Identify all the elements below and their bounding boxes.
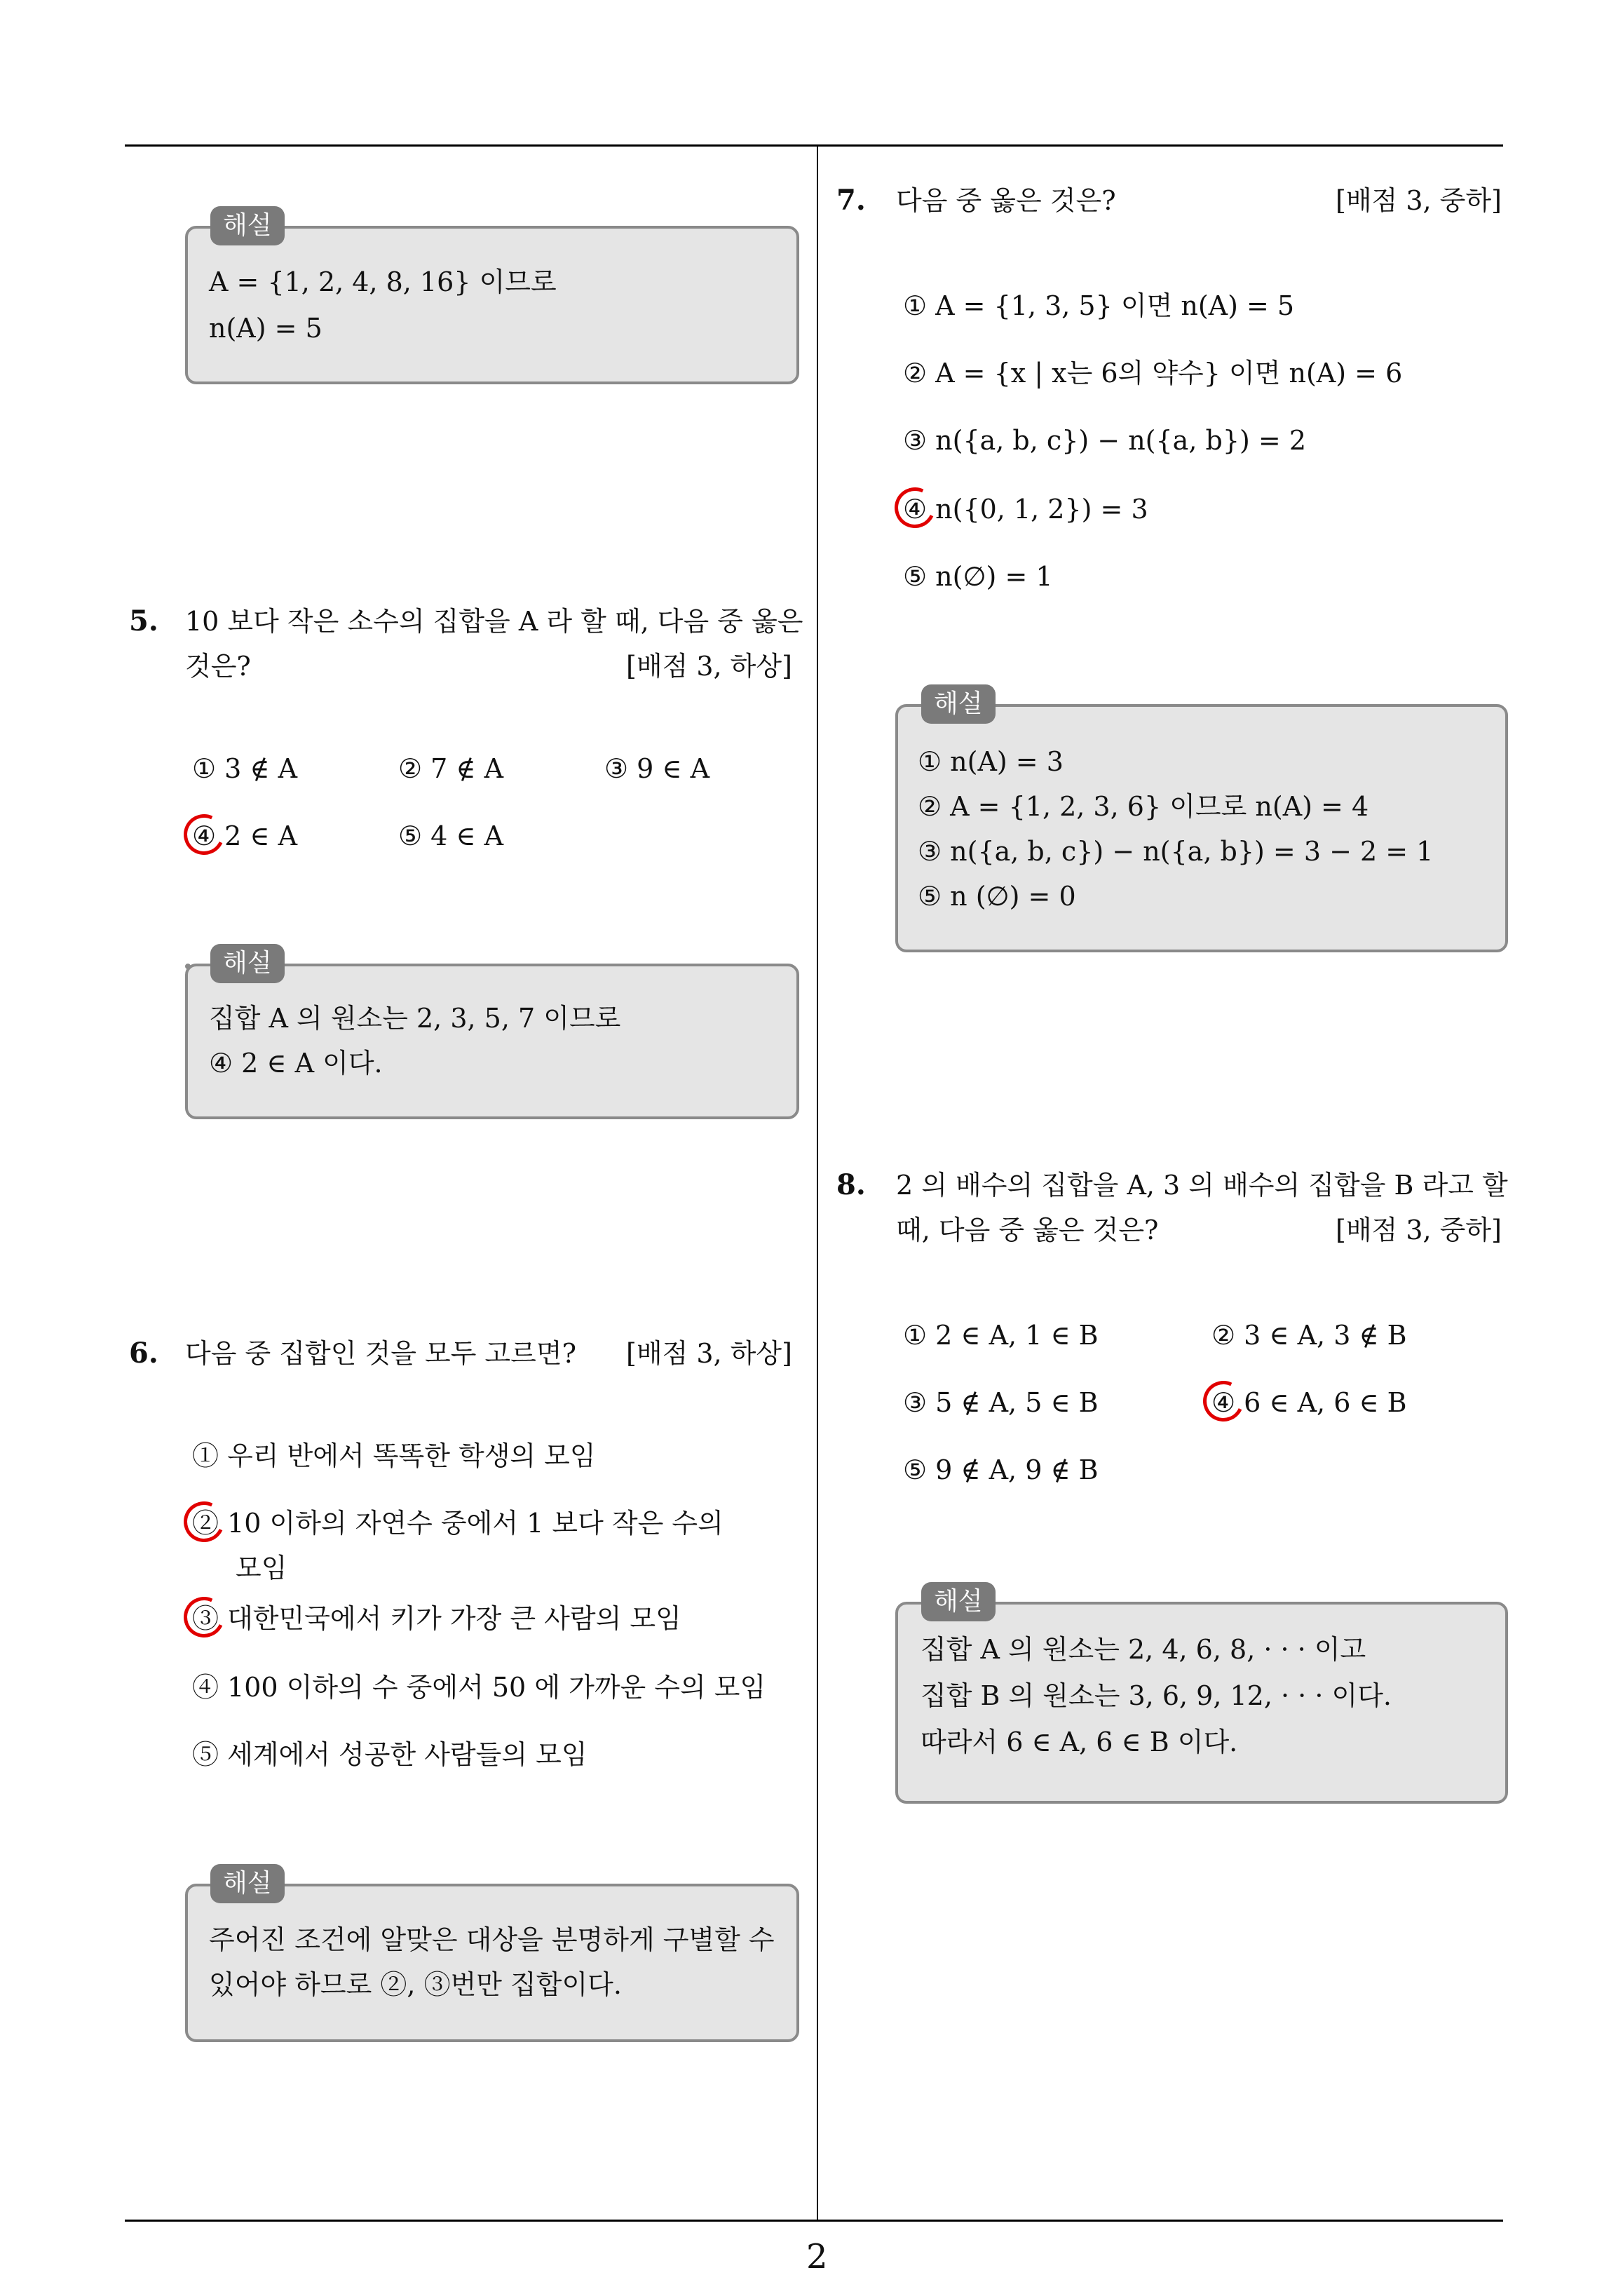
q5-option-1[interactable]: ① 3 ∉ A [192,753,298,784]
q8-solution-line2: 집합 B 의 원소는 3, 6, 9, 12, · · · 이다. [921,1680,1392,1711]
top-rule [125,144,1503,147]
q6-answer-mark-2 [178,1496,230,1548]
q8-score: [배점 3, 중하] [1336,1215,1502,1245]
q8-option-3[interactable]: ③ 5 ∉ A, 5 ∈ B [903,1387,1099,1418]
q8-stem-line1: 2 의 배수의 집합을 A, 3 의 배수의 집합을 B 라고 할 [896,1170,1508,1201]
q7-option-4[interactable]: ④ n({0, 1, 2}) = 3 [903,494,1148,525]
q7-solution-line4: ⑤ n (∅) = 0 [918,881,1076,912]
q4-solution-line2: n(A) = 5 [209,313,322,344]
bottom-rule [125,2220,1503,2222]
q8-solution-tag: 해설 [921,1582,996,1621]
page-number: 2 [806,2237,828,2276]
q7-stem: 다음 중 옳은 것은? [896,185,1116,216]
q8-solution-line3: 따라서 6 ∈ A, 6 ∈ B 이다. [921,1727,1238,1757]
q5-option-5[interactable]: ⑤ 4 ∈ A [398,821,504,851]
q7-option-5[interactable]: ⑤ n(∅) = 1 [903,561,1053,592]
q6-solution-line1: 주어진 조건에 알맞은 대상을 분명하게 구별할 수 [209,1924,775,1955]
q8-number: 8. [836,1168,866,1201]
q8-stem-line2: 때, 다음 중 옳은 것은? [896,1215,1159,1245]
q8-solution-box [895,1602,1508,1804]
q6-score: [배점 3, 하상] [626,1338,792,1369]
q5-answer-mark [178,809,230,860]
q8-answer-mark [1197,1375,1249,1427]
q5-solution-tag: 해설 [210,944,285,983]
q4-solution-line1: A = {1, 2, 4, 8, 16} 이므로 [209,266,557,297]
q8-option-5[interactable]: ⑤ 9 ∉ A, 9 ∉ B [903,1454,1099,1485]
q8-option-1[interactable]: ① 2 ∈ A, 1 ∈ B [903,1320,1099,1351]
q7-option-1[interactable]: ① A = {1, 3, 5} 이면 n(A) = 5 [903,290,1295,321]
q5-solution-box-body [185,964,799,1119]
q5-option-4[interactable]: ④ 2 ∈ A [192,821,298,851]
q5-option-2[interactable]: ② 7 ∉ A [398,753,504,784]
q7-solution-line2: ② A = {1, 2, 3, 6} 이므로 n(A) = 4 [918,791,1369,822]
q8-option-4[interactable]: ④ 6 ∈ A, 6 ∈ B [1211,1387,1407,1418]
q6-solution-line2: 있어야 하므로 ②, ③번만 집합이다. [209,1969,622,2000]
q6-option-3[interactable]: ③ 대한민국에서 키가 가장 큰 사람의 모임 [192,1603,681,1634]
q6-option-2-cont: 모임 [236,1553,287,1583]
q6-option-2[interactable]: ② 10 이하의 자연수 중에서 1 보다 작은 수의 [192,1508,724,1539]
q5-stem-line2: 것은? [185,651,251,682]
q8-option-2[interactable]: ② 3 ∈ A, 3 ∉ B [1211,1320,1407,1351]
q7-solution-box [895,704,1508,952]
q7-option-2[interactable]: ② A = {x | x는 6의 약수} 이면 n(A) = 6 [903,358,1403,389]
q6-option-5[interactable]: ⑤ 세계에서 성공한 사람들의 모임 [192,1739,588,1770]
q6-stem: 다음 중 집합인 것을 모두 고르면? [185,1338,576,1369]
q7-solution-tag: 해설 [921,684,996,724]
q7-option-3[interactable]: ③ n({a, b, c}) − n({a, b}) = 2 [903,425,1306,456]
q7-solution-line3: ③ n({a, b, c}) − n({a, b}) = 3 − 2 = 1 [918,836,1434,867]
q6-option-1[interactable]: ① 우리 반에서 똑똑한 학생의 모임 [192,1440,596,1471]
q5-option-3[interactable]: ③ 9 ∈ A [604,753,710,784]
q8-solution-line1: 집합 A 의 원소는 2, 4, 6, 8, · · · 이고 [921,1634,1366,1665]
q6-solution-tag: 해설 [210,1864,285,1903]
q5-solution-line2: ④ 2 ∈ A 이다. [209,1048,383,1079]
q5-score: [배점 3, 하상] [626,651,792,682]
q6-number: 6. [129,1337,158,1370]
q5-stem-line1: 10 보다 작은 소수의 집합을 A 라 할 때, 다음 중 옳은 [185,606,803,637]
q7-score: [배점 3, 중하] [1336,185,1502,216]
q4-solution-tag: 해설 [210,206,285,245]
q7-number: 7. [836,184,866,217]
q4-solution-box [185,226,799,384]
q6-option-4[interactable]: ④ 100 이하의 수 중에서 50 에 가까운 수의 모임 [192,1672,766,1703]
q6-answer-mark-3 [178,1591,230,1643]
q7-answer-mark [889,482,941,534]
column-divider [817,144,818,2220]
q5-solution-line1: 집합 A 의 원소는 2, 3, 5, 7 이므로 [209,1003,621,1034]
q7-solution-line1: ① n(A) = 3 [918,746,1064,777]
q5-number: 5. [129,605,158,637]
q6-solution-box [185,1884,799,2042]
